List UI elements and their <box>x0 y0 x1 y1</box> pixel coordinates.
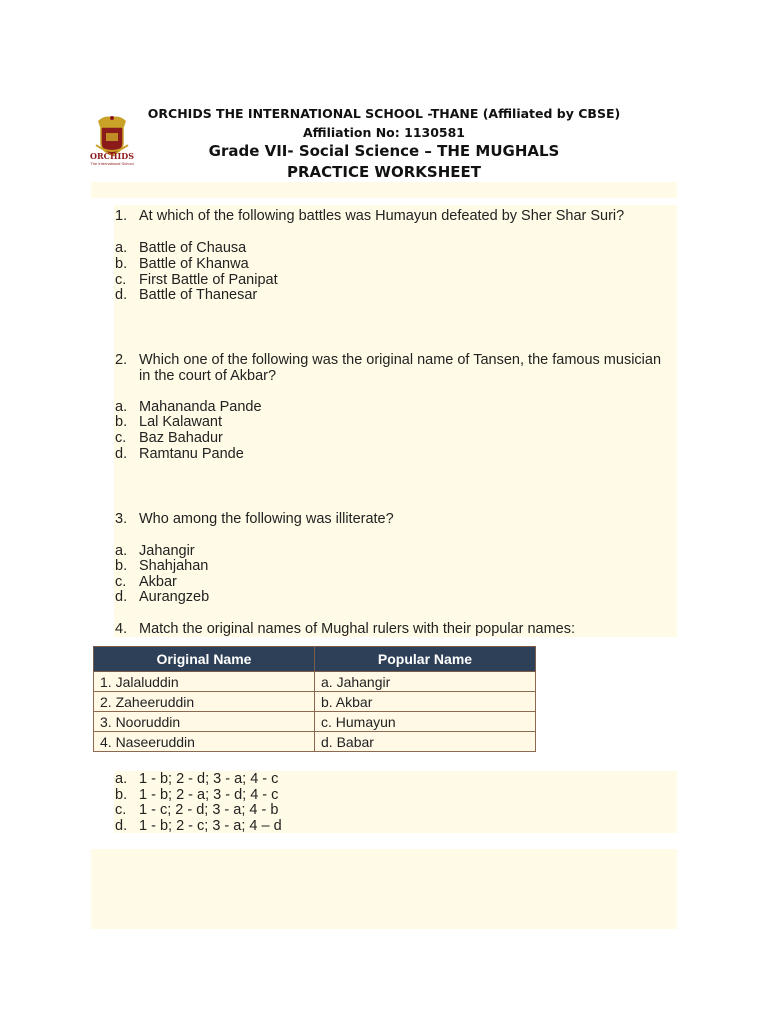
question-3 <box>115 511 675 527</box>
question-number: 3. <box>115 511 128 527</box>
table-row <box>94 672 536 692</box>
table-cell: 2. Zaheeruddin <box>94 692 315 712</box>
question-text: Who among the following was illiterate? <box>139 511 394 527</box>
grade-subject-title: Grade VII- Social Science – THE MUGHALS <box>208 142 560 160</box>
question-text: Which one of the following was the original name of Tansen, the famous musician in the court of Akbar? <box>139 352 662 384</box>
question-text: Match the original names of Mughal rulers with their popular names: <box>139 621 576 637</box>
school-name: ORCHIDS THE INTERNATIONAL SCHOOL -THANE (Affiliated by CBSE) <box>147 106 621 121</box>
highlight-band-bottom <box>91 849 677 929</box>
table-cell: d. Babar <box>315 732 536 752</box>
table-cell: 3. Nooruddin <box>94 712 315 732</box>
table-header-popular: Popular Name <box>315 647 536 672</box>
table-cell: a. Jahangir <box>315 672 536 692</box>
table-cell: 4. Naseeruddin <box>94 732 315 752</box>
table-row <box>94 732 536 752</box>
question-number: 1. <box>115 208 128 224</box>
affiliation-number: Affiliation No: 1130581 <box>303 125 465 140</box>
highlight-band-header <box>91 182 677 198</box>
table-cell: 1. Jalaluddin <box>94 672 315 692</box>
logo-tagline: The International School <box>90 161 134 166</box>
question-number: 2. <box>115 352 128 368</box>
table-cell: b. Akbar <box>315 692 536 712</box>
table-row <box>94 692 536 712</box>
table-cell: c. Humayun <box>315 712 536 732</box>
matching-table <box>93 646 536 752</box>
question-number: 4. <box>115 621 128 637</box>
question-text: At which of the following battles was Humayun defeated by Sher Shar Suri? <box>139 208 625 224</box>
question-4 <box>115 621 675 637</box>
question-1 <box>115 208 675 224</box>
question-2 <box>115 352 675 384</box>
table-header-original: Original Name <box>94 647 315 672</box>
table-header-row <box>94 647 536 672</box>
worksheet-title: PRACTICE WORKSHEET <box>286 163 481 181</box>
table-row <box>94 712 536 732</box>
logo-name: ORCHIDS <box>90 151 134 161</box>
